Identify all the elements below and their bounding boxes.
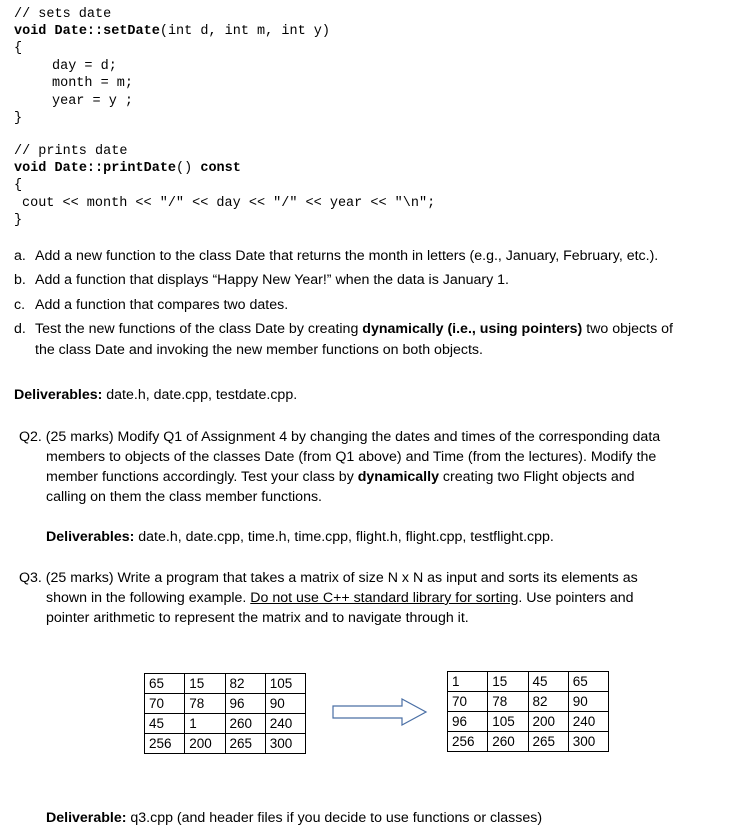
- task-letter: b.: [14, 272, 26, 288]
- q1-deliverables: [14, 385, 297, 405]
- task-d-line2: the class Date and invoking the new member functions on both objects.: [35, 342, 483, 358]
- q3-line2-pre: shown in the following example.: [46, 590, 251, 606]
- matrix-row: [448, 712, 609, 732]
- matrix-cell: 300: [265, 734, 305, 754]
- q2-line1: Q2. (25 marks) Modify Q1 of Assignment 4 by changing the dates and times of the corresponding data: [19, 429, 661, 445]
- task-text-post: two objects of: [582, 321, 673, 337]
- matrix-cell: 240: [568, 712, 608, 732]
- matrix-cell: 96: [225, 694, 265, 714]
- matrix-cell: 78: [488, 692, 528, 712]
- q2-line3-pre: member functions accordingly. Test your class by: [46, 469, 358, 485]
- code-printdate-signature: [14, 160, 241, 177]
- matrix-row: [448, 692, 609, 712]
- q3-line3: pointer arithmetic to represent the matrix and to navigate through it.: [46, 610, 469, 626]
- matrix-cell: 90: [265, 694, 305, 714]
- q2-line3: [46, 467, 635, 487]
- task-text: Add a function that displays “Happy New Year!” when the data is January 1.: [35, 272, 509, 288]
- matrix-cell: 82: [225, 674, 265, 694]
- matrix-cell: 265: [225, 734, 265, 754]
- code-brace-close: }: [14, 111, 23, 126]
- matrix-cell: 256: [145, 734, 185, 754]
- matrix-cell: 200: [185, 734, 225, 754]
- code-brace-open: {: [14, 178, 23, 193]
- matrix-cell: 256: [448, 732, 488, 752]
- matrix-cell: 1: [448, 672, 488, 692]
- code-const-keyword: const: [200, 161, 241, 176]
- matrix-before: [144, 673, 306, 754]
- code-comment-setdate: // sets date: [14, 7, 112, 22]
- deliverable-label: Deliverable:: [46, 810, 127, 826]
- code-brace-open: {: [14, 41, 23, 56]
- code-comment-printdate: // prints date: [14, 144, 128, 159]
- code-paren: (): [176, 161, 201, 176]
- matrix-row: [448, 732, 609, 752]
- matrix-cell: 65: [568, 672, 608, 692]
- task-text: [35, 319, 673, 339]
- task-a: [14, 246, 659, 266]
- code-keyword: void: [14, 24, 55, 39]
- matrix-row: [448, 672, 609, 692]
- matrix-cell: 105: [488, 712, 528, 732]
- q3-line2: [46, 588, 634, 608]
- task-text: Add a new function to the class Date that returns the month in letters (e.g., January, February, etc.).: [35, 248, 659, 264]
- q2-line3-post: creating two Flight objects and: [438, 469, 635, 485]
- matrix-cell: 70: [448, 692, 488, 712]
- code-setdate-signature: [14, 23, 330, 40]
- deliverables-label: Deliverables:: [14, 387, 103, 403]
- matrix-cell: 70: [145, 694, 185, 714]
- task-letter: d.: [14, 321, 26, 337]
- matrix-cell: 96: [448, 712, 488, 732]
- q2-deliverables: [46, 527, 554, 547]
- matrix-cell: 45: [145, 714, 185, 734]
- matrix-cell: 260: [488, 732, 528, 752]
- matrix-row: [145, 674, 306, 694]
- matrix-cell: 200: [528, 712, 568, 732]
- code-line-month: month = m;: [52, 76, 134, 91]
- q3-deliverable: [46, 808, 542, 828]
- task-c: [14, 295, 289, 315]
- matrix-cell: 105: [265, 674, 305, 694]
- code-function-name: Date::printDate: [54, 161, 177, 176]
- q3-line2-underlined: Do not use C++ standard library for sorting: [250, 590, 519, 606]
- code-keyword: void: [14, 161, 55, 176]
- q2-line2: members to objects of the classes Date (from Q1 above) and Time (from the lectures). Modify the: [46, 449, 657, 465]
- task-text-bold: dynamically (i.e., using pointers): [362, 321, 583, 337]
- deliverables-value: date.h, date.cpp, time.h, time.cpp, flight.h, flight.cpp, testflight.cpp.: [134, 529, 554, 545]
- matrix-cell: 15: [185, 674, 225, 694]
- matrix-cell: 265: [528, 732, 568, 752]
- matrix-cell: 78: [185, 694, 225, 714]
- deliverable-value: q3.cpp (and header files if you decide to use functions or classes): [126, 810, 543, 826]
- matrix-cell: 260: [225, 714, 265, 734]
- matrix-cell: 1: [185, 714, 225, 734]
- code-cout-line: cout << month << "/" << day << "/" << year << "\n";: [22, 196, 436, 211]
- q3-line1: Q3. (25 marks) Write a program that takes a matrix of size N x N as input and sorts its elements as: [19, 570, 638, 586]
- task-text: Add a function that compares two dates.: [35, 297, 289, 313]
- matrix-cell: 82: [528, 692, 568, 712]
- q3-line2-post: . Use pointers and: [518, 590, 634, 606]
- matrix-cell: 45: [528, 672, 568, 692]
- code-brace-close: }: [14, 213, 23, 228]
- right-arrow-icon: [332, 697, 428, 727]
- task-letter: c.: [14, 297, 26, 313]
- deliverables-label: Deliverables:: [46, 529, 135, 545]
- matrix-cell: 90: [568, 692, 608, 712]
- task-text-pre: Test the new functions of the class Date by creating: [35, 321, 363, 337]
- code-line-year: year = y ;: [52, 94, 134, 109]
- matrix-row: [145, 734, 306, 754]
- q2-line3-bold: dynamically: [357, 469, 439, 485]
- matrix-cell: 300: [568, 732, 608, 752]
- q2-line4: calling on them the class member functions.: [46, 489, 322, 505]
- matrix-row: [145, 694, 306, 714]
- task-letter: a.: [14, 248, 26, 264]
- matrix-row: [145, 714, 306, 734]
- matrix-after: [447, 671, 609, 752]
- deliverables-value: date.h, date.cpp, testdate.cpp.: [102, 387, 298, 403]
- code-line-day: day = d;: [52, 59, 117, 74]
- code-params: (int d, int m, int y): [159, 24, 330, 39]
- code-function-name: Date::setDate: [54, 24, 160, 39]
- matrix-cell: 65: [145, 674, 185, 694]
- task-d: [14, 319, 673, 339]
- task-b: [14, 270, 509, 290]
- matrix-cell: 240: [265, 714, 305, 734]
- matrix-cell: 15: [488, 672, 528, 692]
